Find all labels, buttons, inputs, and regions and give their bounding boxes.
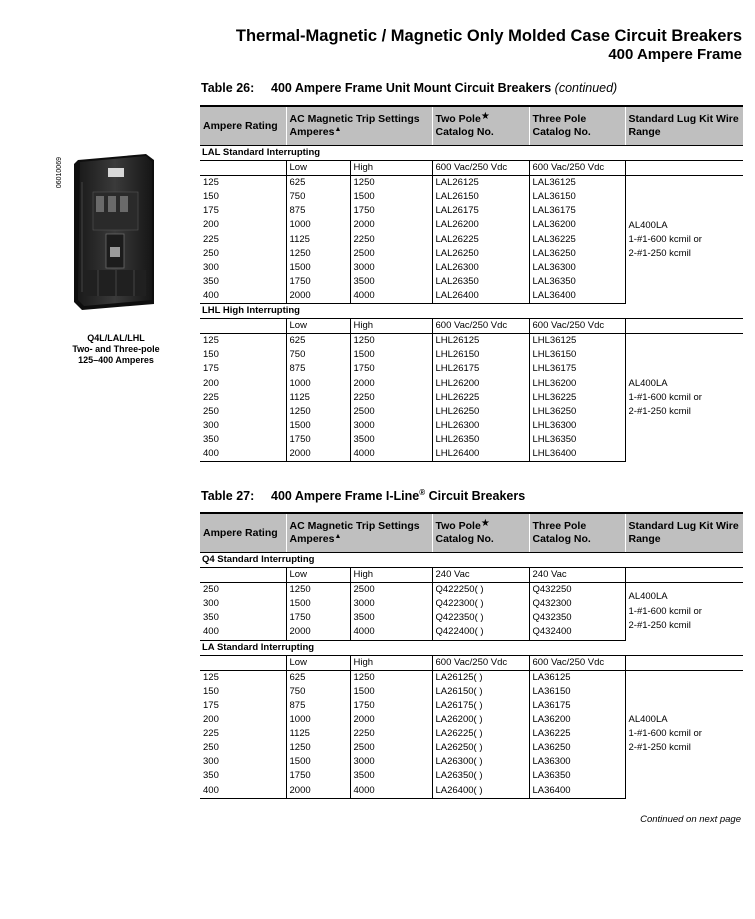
blank-cell: [625, 161, 743, 176]
two-pole-catalog: Q422250( ): [432, 583, 529, 598]
trip-high: 1750: [350, 362, 432, 376]
trip-high: 1250: [350, 670, 432, 685]
col-trip-settings: AC Magnetic Trip Settings Amperes▲: [286, 106, 432, 146]
two-pole-catalog: Q422300( ): [432, 597, 529, 611]
ampere-rating: 250: [203, 405, 219, 417]
two-pole-catalog: LAL26300: [432, 261, 529, 275]
two-pole-rating: 600 Vac/250 Vdc: [432, 161, 529, 176]
page-title: Thermal-Magnetic / Magnetic Only Molded Case Circuit Breakers: [235, 27, 742, 45]
trip-low: 625: [286, 334, 350, 349]
two-pole-catalog: LHL26150: [432, 348, 529, 362]
three-pole-catalog: LAL36150: [529, 190, 625, 204]
lug-kit-line: AL400LA: [628, 219, 668, 231]
trip-high: 2500: [350, 405, 432, 419]
section-title: Q4 Standard Interrupting: [200, 553, 743, 568]
trip-high: 3000: [350, 261, 432, 275]
high-label: High: [350, 655, 432, 670]
ampere-rating: 200: [203, 714, 219, 726]
trip-high: 2250: [350, 727, 432, 741]
trip-low: 1125: [286, 391, 350, 405]
section-heading: [200, 304, 743, 319]
table27: [200, 512, 743, 799]
blank-cell: [200, 319, 286, 334]
ampere-rating: 400: [200, 447, 286, 462]
low-label: Low: [286, 319, 350, 334]
trip-low: 1000: [286, 218, 350, 232]
three-pole-catalog: Q432350: [529, 611, 625, 625]
three-pole-catalog: LHL36300: [529, 419, 625, 433]
trip-low: 875: [286, 204, 350, 218]
ampere-rating: 350: [203, 612, 219, 624]
figure-caption-line1: Q4L/LAL/LHL: [87, 333, 145, 343]
two-pole-catalog: LA26150( ): [432, 685, 529, 699]
three-pole-catalog: Q432400: [529, 625, 625, 640]
subheader-row: [200, 319, 743, 334]
two-pole-catalog: LA26300( ): [432, 755, 529, 769]
trip-low: 1250: [286, 247, 350, 261]
trip-high: 1250: [350, 176, 432, 191]
blank-cell: [625, 568, 743, 583]
two-pole-catalog: LAL26200: [432, 218, 529, 232]
three-pole-catalog: LAL36350: [529, 275, 625, 289]
trip-low: 625: [286, 176, 350, 191]
triangle-icon: ▲: [334, 532, 342, 540]
trip-low: 2000: [286, 289, 350, 304]
two-pole-catalog: LHL26350: [432, 433, 529, 447]
trip-high: 3500: [350, 275, 432, 289]
ampere-rating: 350: [203, 275, 219, 287]
high-label: High: [350, 568, 432, 583]
three-pole-rating: 600 Vac/250 Vdc: [529, 161, 625, 176]
col-two-pole: Two Pole★ Catalog No.: [432, 513, 529, 553]
three-pole-catalog: LA36300: [529, 755, 625, 769]
trip-high: 3500: [350, 433, 432, 447]
table26-caption: [201, 81, 617, 95]
two-pole-catalog: LAL26400: [432, 289, 529, 304]
trip-low: 1500: [286, 597, 350, 611]
col-three-pole: Three Pole Catalog No.: [529, 513, 625, 553]
three-pole-catalog: LAL36300: [529, 261, 625, 275]
section-heading: [200, 553, 743, 568]
ampere-rating: 300: [203, 598, 219, 610]
three-pole-catalog: LHL36400: [529, 447, 625, 462]
circuit-breaker-image: [68, 152, 159, 312]
trip-low: 2000: [286, 447, 350, 462]
trip-high: 2500: [350, 247, 432, 261]
high-label: High: [350, 319, 432, 334]
lug-kit-line: 1-#1-600 kcmil or: [628, 391, 702, 403]
trip-low: 1000: [286, 713, 350, 727]
two-pole-rating: 600 Vac/250 Vdc: [432, 319, 529, 334]
subheader-row: [200, 161, 743, 176]
table26-number: Table 26:: [201, 81, 255, 95]
blank-cell: [625, 655, 743, 670]
trip-low: 750: [286, 348, 350, 362]
table26-header-row: [200, 106, 743, 146]
trip-high: 2500: [350, 583, 432, 598]
two-pole-catalog: LA26350( ): [432, 769, 529, 783]
registered-mark: ®: [419, 488, 426, 497]
ampere-rating: 150: [203, 349, 219, 361]
lug-kit-line: AL400LA: [628, 591, 668, 603]
trip-low: 1500: [286, 419, 350, 433]
ampere-rating: 225: [203, 391, 219, 403]
col-ampere-rating: Ampere Rating: [200, 106, 286, 146]
two-pole-catalog: LAL26150: [432, 190, 529, 204]
section-title: LA Standard Interrupting: [200, 640, 743, 655]
ampere-rating: 200: [203, 377, 219, 389]
three-pole-catalog: Q432250: [529, 583, 625, 598]
two-pole-catalog: LAL26350: [432, 275, 529, 289]
table-row: [200, 583, 743, 598]
table-row: [200, 670, 743, 685]
three-pole-catalog: LHL36250: [529, 405, 625, 419]
section-heading: [200, 146, 743, 161]
blank-cell: [200, 161, 286, 176]
col-two-pole: Two Pole★ Catalog No.: [432, 106, 529, 146]
trip-high: 3000: [350, 419, 432, 433]
table26-title: 400 Ampere Frame Unit Mount Circuit Breakers: [271, 81, 552, 95]
trip-low: 1250: [286, 583, 350, 598]
table-row: [200, 176, 743, 191]
two-pole-catalog: LA26250( ): [432, 741, 529, 755]
ampere-rating: 400: [200, 289, 286, 304]
trip-low: 625: [286, 670, 350, 685]
ampere-rating: 200: [203, 219, 219, 231]
table27-title: 400 Ampere Frame I-Line: [271, 489, 420, 504]
trip-high: 1500: [350, 190, 432, 204]
trip-low: 2000: [286, 784, 350, 799]
three-pole-catalog: LA36250: [529, 741, 625, 755]
table27-number: Table 27:: [201, 489, 255, 504]
trip-high: 4000: [350, 447, 432, 462]
subheader-row: [200, 568, 743, 583]
ampere-rating: 175: [203, 363, 219, 375]
trip-low: 2000: [286, 625, 350, 640]
page-subtitle: 400 Ampere Frame: [608, 46, 742, 63]
three-pole-catalog: LA36200: [529, 713, 625, 727]
ampere-rating: 225: [203, 728, 219, 740]
three-pole-catalog: LA36350: [529, 769, 625, 783]
two-pole-rating: 240 Vac: [432, 568, 529, 583]
three-pole-catalog: LA36400: [529, 784, 625, 799]
ampere-rating: 300: [203, 261, 219, 273]
ampere-rating: 225: [203, 233, 219, 245]
two-pole-catalog: LHL26300: [432, 419, 529, 433]
table26: [200, 105, 743, 462]
ampere-rating: 250: [203, 742, 219, 754]
figure-caption-line2: Two- and Three-pole: [72, 344, 160, 354]
continued-note: Continued on next page: [640, 814, 741, 825]
two-pole-catalog: LHL26175: [432, 362, 529, 376]
section-heading: [200, 640, 743, 655]
three-pole-catalog: LHL36125: [529, 334, 625, 349]
star-icon: ★: [480, 111, 490, 122]
lug-kit-line: 1-#1-600 kcmil or: [628, 233, 702, 245]
low-label: Low: [286, 655, 350, 670]
ampere-rating: 150: [203, 191, 219, 203]
two-pole-catalog: LA26125( ): [432, 670, 529, 685]
trip-low: 875: [286, 699, 350, 713]
trip-low: 1125: [286, 727, 350, 741]
trip-low: 1250: [286, 741, 350, 755]
ampere-rating: 300: [203, 756, 219, 768]
three-pole-rating: 600 Vac/250 Vdc: [529, 319, 625, 334]
two-pole-catalog: LA26400( ): [432, 784, 529, 799]
col-lug-kit: Standard Lug Kit Wire Range: [625, 513, 743, 553]
lug-kit-line: 2-#1-250 kcmil: [628, 405, 691, 417]
col-trip-settings: AC Magnetic Trip Settings Amperes▲: [286, 513, 432, 553]
col-three-pole: Three Pole Catalog No.: [529, 106, 625, 146]
table27-header-row: [200, 513, 743, 553]
lug-kit-cell: [625, 583, 743, 640]
trip-high: 4000: [350, 289, 432, 304]
trip-high: 2250: [350, 233, 432, 247]
three-pole-catalog: Q432300: [529, 597, 625, 611]
two-pole-catalog: LHL26250: [432, 405, 529, 419]
trip-high: 2500: [350, 741, 432, 755]
figure-caption-line3: 125–400 Amperes: [78, 355, 154, 365]
three-pole-catalog: LA36125: [529, 670, 625, 685]
lug-kit-cell: [625, 176, 743, 304]
section-title: LHL High Interrupting: [200, 304, 743, 319]
trip-low: 1500: [286, 261, 350, 275]
blank-cell: [200, 655, 286, 670]
blank-cell: [625, 319, 743, 334]
trip-high: 1500: [350, 348, 432, 362]
two-pole-catalog: LAL26175: [432, 204, 529, 218]
three-pole-catalog: LA36150: [529, 685, 625, 699]
trip-low: 1750: [286, 769, 350, 783]
three-pole-catalog: LAL36200: [529, 218, 625, 232]
trip-high: 4000: [350, 784, 432, 799]
triangle-icon: ▲: [334, 125, 342, 133]
lug-kit-line: 2-#1-250 kcmil: [628, 742, 691, 754]
ampere-rating: 125: [203, 177, 219, 189]
ampere-rating: 400: [200, 784, 286, 799]
trip-low: 875: [286, 362, 350, 376]
trip-high: 3500: [350, 611, 432, 625]
three-pole-catalog: LHL36150: [529, 348, 625, 362]
three-pole-catalog: LA36225: [529, 727, 625, 741]
ampere-rating: 250: [203, 584, 219, 596]
lug-kit-cell: [625, 670, 743, 798]
figure-side-number: 06010069: [56, 157, 63, 189]
three-pole-rating: 240 Vac: [529, 568, 625, 583]
col-lug-kit: Standard Lug Kit Wire Range: [625, 106, 743, 146]
ampere-rating: 250: [203, 247, 219, 259]
table27-caption: [201, 488, 525, 503]
trip-low: 1000: [286, 377, 350, 391]
three-pole-catalog: LAL36175: [529, 204, 625, 218]
lug-kit-line: 2-#1-250 kcmil: [628, 247, 691, 259]
trip-high: 1500: [350, 685, 432, 699]
trip-low: 1250: [286, 405, 350, 419]
trip-low: 1750: [286, 275, 350, 289]
three-pole-catalog: LA36175: [529, 699, 625, 713]
trip-high: 3500: [350, 769, 432, 783]
trip-high: 2250: [350, 391, 432, 405]
two-pole-catalog: LAL26250: [432, 247, 529, 261]
two-pole-catalog: LA26175( ): [432, 699, 529, 713]
trip-high: 3000: [350, 597, 432, 611]
lug-kit-cell: [625, 334, 743, 462]
ampere-rating: 350: [203, 433, 219, 445]
blank-cell: [200, 568, 286, 583]
trip-high: 3000: [350, 755, 432, 769]
two-pole-catalog: LA26200( ): [432, 713, 529, 727]
trip-high: 2000: [350, 713, 432, 727]
trip-high: 4000: [350, 625, 432, 640]
lug-kit-line: 1-#1-600 kcmil or: [628, 605, 702, 617]
trip-low: 1750: [286, 433, 350, 447]
three-pole-catalog: LAL36400: [529, 289, 625, 304]
ampere-rating: 175: [203, 699, 219, 711]
two-pole-catalog: Q422350( ): [432, 611, 529, 625]
ampere-rating: 125: [203, 335, 219, 347]
trip-high: 1750: [350, 699, 432, 713]
col-ampere-rating: Ampere Rating: [200, 513, 286, 553]
ampere-rating: 175: [203, 205, 219, 217]
ampere-rating: 150: [203, 685, 219, 697]
two-pole-catalog: LHL26200: [432, 377, 529, 391]
section-title: LAL Standard Interrupting: [200, 146, 743, 161]
subheader-row: [200, 655, 743, 670]
table27-title-rest: Circuit Breakers: [425, 489, 526, 504]
trip-low: 750: [286, 685, 350, 699]
two-pole-catalog: LAL26125: [432, 176, 529, 191]
low-label: Low: [286, 568, 350, 583]
two-pole-catalog: LHL26400: [432, 447, 529, 462]
two-pole-catalog: Q422400( ): [432, 625, 529, 640]
two-pole-catalog: LAL26225: [432, 233, 529, 247]
low-label: Low: [286, 161, 350, 176]
trip-low: 1750: [286, 611, 350, 625]
table-row: [200, 334, 743, 349]
ampere-rating: 400: [200, 625, 286, 640]
table26-continued: (continued): [554, 81, 618, 95]
ampere-rating: 350: [203, 770, 219, 782]
three-pole-catalog: LHL36350: [529, 433, 625, 447]
trip-high: 1250: [350, 334, 432, 349]
two-pole-catalog: LA26225( ): [432, 727, 529, 741]
ampere-rating: 300: [203, 419, 219, 431]
three-pole-catalog: LAL36225: [529, 233, 625, 247]
three-pole-catalog: LHL36225: [529, 391, 625, 405]
trip-low: 1500: [286, 755, 350, 769]
trip-high: 2000: [350, 218, 432, 232]
lug-kit-line: 2-#1-250 kcmil: [628, 619, 691, 631]
ampere-rating: 125: [203, 671, 219, 683]
high-label: High: [350, 161, 432, 176]
lug-kit-line: AL400LA: [628, 714, 668, 726]
star-icon: ★: [480, 518, 490, 529]
trip-high: 2000: [350, 377, 432, 391]
three-pole-catalog: LAL36125: [529, 176, 625, 191]
two-pole-catalog: LHL26125: [432, 334, 529, 349]
three-pole-catalog: LHL36175: [529, 362, 625, 376]
trip-high: 1750: [350, 204, 432, 218]
two-pole-rating: 600 Vac/250 Vdc: [432, 655, 529, 670]
lug-kit-line: 1-#1-600 kcmil or: [628, 728, 702, 740]
two-pole-catalog: LHL26225: [432, 391, 529, 405]
three-pole-catalog: LAL36250: [529, 247, 625, 261]
three-pole-rating: 600 Vac/250 Vdc: [529, 655, 625, 670]
trip-low: 1125: [286, 233, 350, 247]
three-pole-catalog: LHL36200: [529, 377, 625, 391]
trip-low: 750: [286, 190, 350, 204]
lug-kit-line: AL400LA: [628, 377, 668, 389]
